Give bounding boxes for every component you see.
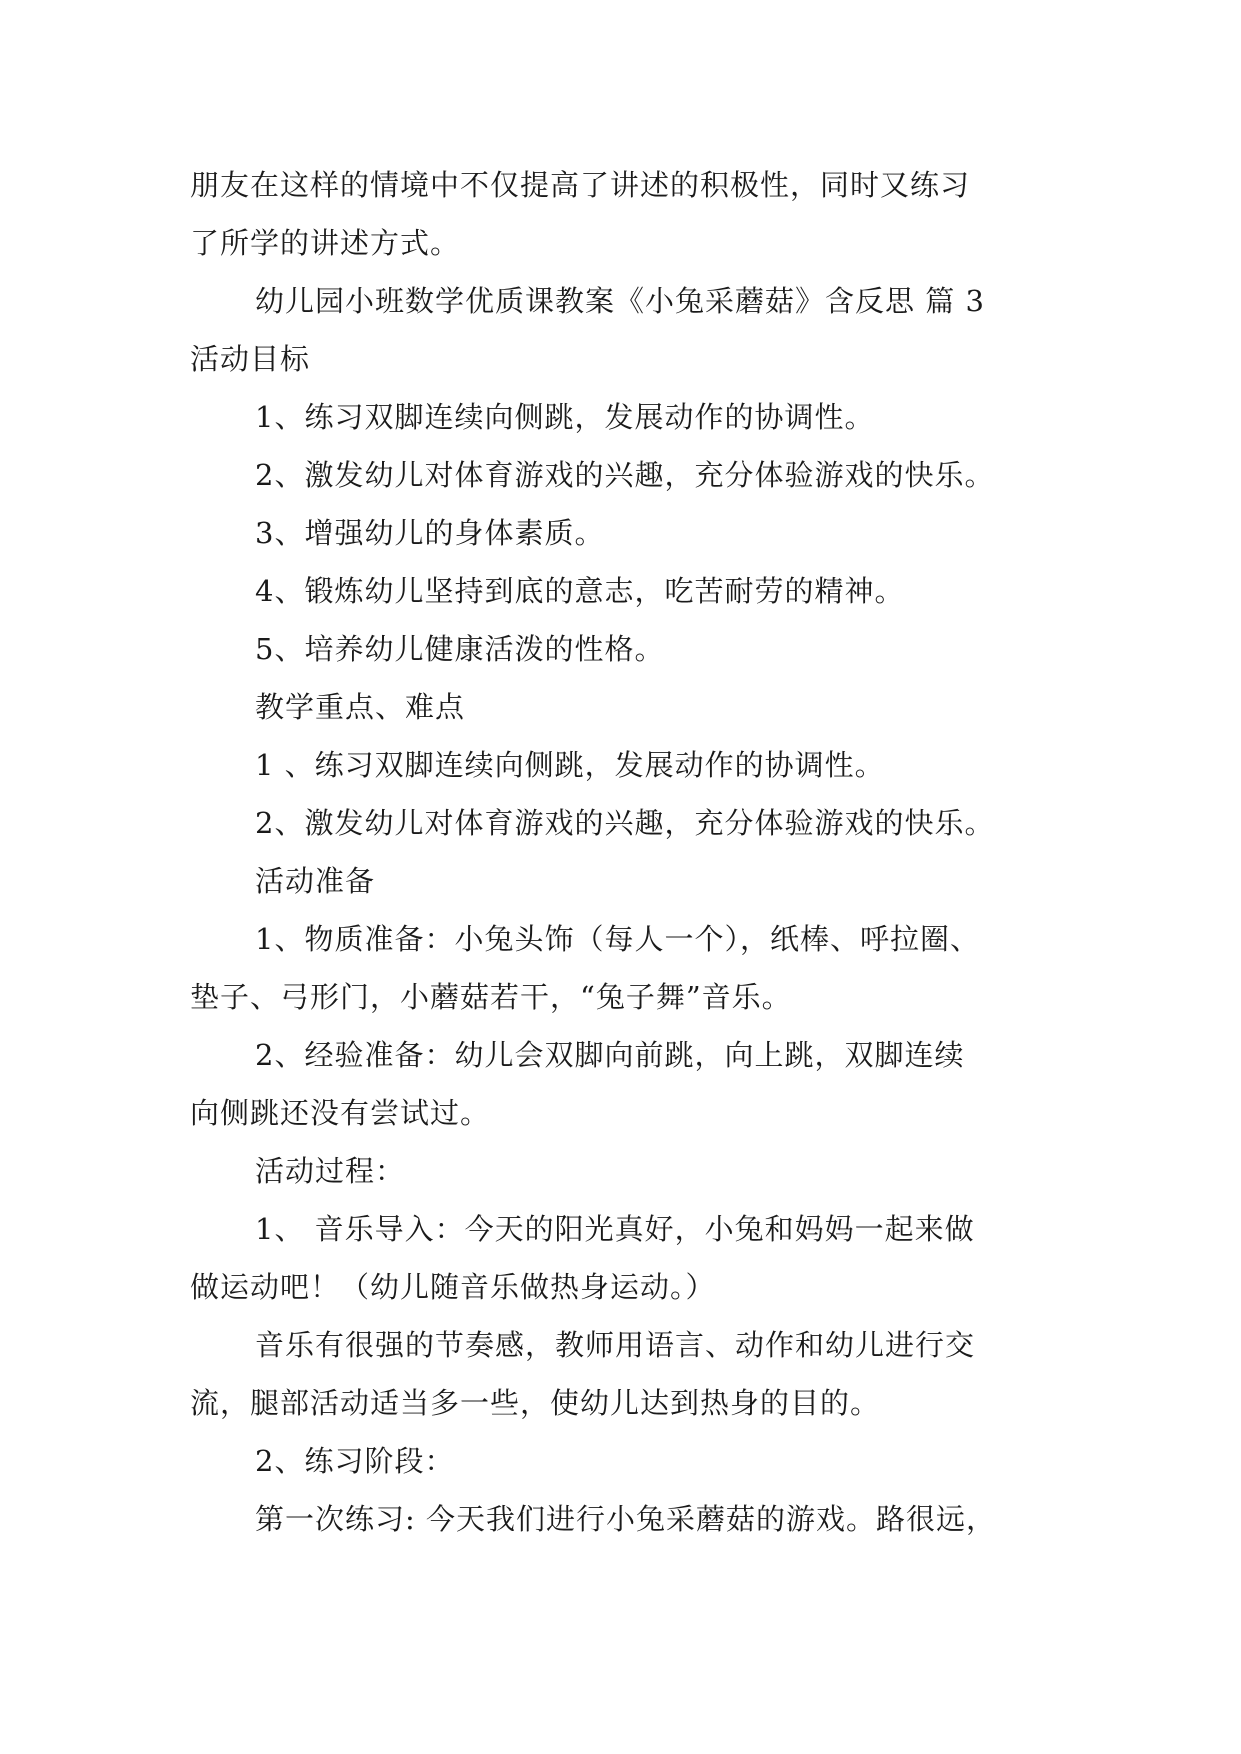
section-title: 幼儿园小班数学优质课教案《小兔采蘑菇》含反思 篇 3 bbox=[255, 284, 985, 318]
text-line: 4、锻炼幼儿坚持到底的意志，吃苦耐劳的精神。 bbox=[255, 574, 905, 608]
text-line: 2、激发幼儿对体育游戏的兴趣，充分体验游戏的快乐。 bbox=[255, 458, 995, 492]
heading: 教学重点、难点 bbox=[255, 690, 466, 724]
text-line: 音乐有很强的节奏感，教师用语言、动作和幼儿进行交 bbox=[255, 1328, 976, 1362]
text-line: 朋友在这样的情境中不仅提高了讲述的积极性，同时又练习 bbox=[190, 168, 971, 202]
text-line: 第一次练习: 今天我们进行小兔采蘑菇的游戏。路很远， bbox=[255, 1502, 996, 1536]
text-line: 向侧跳还没有尝试过。 bbox=[190, 1096, 491, 1130]
text-line: 1、 音乐导入：今天的阳光真好，小兔和妈妈一起来做 bbox=[255, 1212, 975, 1246]
heading: 活动准备 bbox=[255, 864, 376, 898]
text-line: 2、练习阶段： bbox=[255, 1444, 455, 1478]
text-line: 了所学的讲述方式。 bbox=[190, 226, 461, 260]
text-line: 流，腿部活动适当多一些，使幼儿达到热身的目的。 bbox=[190, 1386, 881, 1420]
text-line: 做运动吧！（幼儿随音乐做热身运动。） bbox=[190, 1270, 716, 1304]
text-line: 2、激发幼儿对体育游戏的兴趣，充分体验游戏的快乐。 bbox=[255, 806, 995, 840]
heading: 活动目标 bbox=[190, 342, 311, 376]
heading: 活动过程： bbox=[255, 1154, 406, 1188]
text-line: 2、经验准备：幼儿会双脚向前跳，向上跳，双脚连续 bbox=[255, 1038, 965, 1072]
text-line: 1 、练习双脚连续向侧跳，发展动作的协调性。 bbox=[255, 748, 885, 782]
text-line: 5、培养幼儿健康活泼的性格。 bbox=[255, 632, 665, 666]
text-line: 垫子、弓形门，小蘑菇若干，“兔子舞”音乐。 bbox=[190, 980, 792, 1014]
text-line: 1、练习双脚连续向侧跳，发展动作的协调性。 bbox=[255, 400, 875, 434]
text-line: 1、物质准备：小兔头饰（每人一个），纸棒、呼拉圈、 bbox=[255, 922, 980, 956]
text-line: 3、增强幼儿的身体素质。 bbox=[255, 516, 605, 550]
